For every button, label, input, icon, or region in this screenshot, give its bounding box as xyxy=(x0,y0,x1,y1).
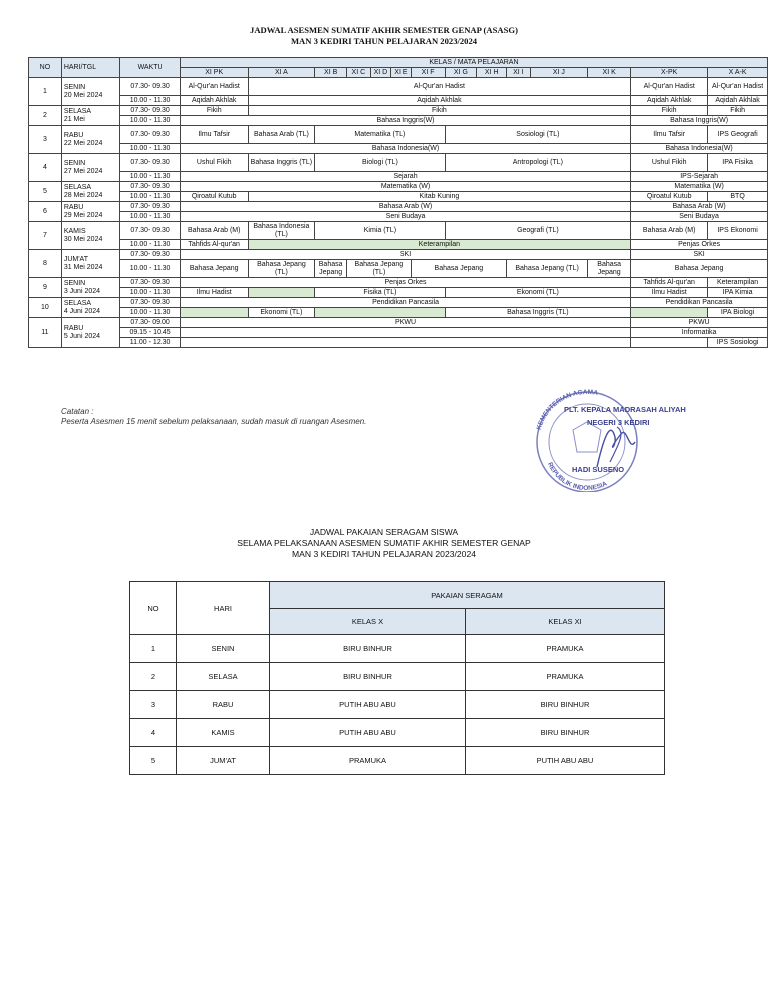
class-header: XI F xyxy=(411,68,445,78)
subject-cell: Penjas Orkes xyxy=(631,240,768,250)
subject-cell: Bahasa Jepang (TL) xyxy=(248,260,315,278)
time-slot: 07.30- 09.30 xyxy=(120,222,181,240)
class-header: XI G xyxy=(445,68,477,78)
col-header-no: NO xyxy=(29,58,62,78)
uniform-header-class-x: KELAS X xyxy=(270,609,466,635)
class-header: XI A xyxy=(248,68,315,78)
subject-cell: Sejarah xyxy=(180,172,630,182)
time-slot: 07.30- 09.30 xyxy=(120,126,181,144)
row-number: 8 xyxy=(29,250,62,278)
uniform-cell: PUTIH ABU ABU xyxy=(270,691,466,719)
subject-cell: Sosiologi (TL) xyxy=(445,126,631,144)
uniform-subtitle-2: MAN 3 KEDIRI TAHUN PELAJARAN 2023/2024 xyxy=(291,549,477,559)
uniform-cell: BIRU BINHUR xyxy=(270,663,466,691)
class-header: XI D xyxy=(370,68,391,78)
subject-cell: Tahfids Al-qur'an xyxy=(180,240,248,250)
subject-cell: Bahasa Jepang xyxy=(315,260,347,278)
subject-cell: Bahasa Jepang (TL) xyxy=(347,260,412,278)
subject-cell: Bahasa Jepang xyxy=(411,260,506,278)
subject-cell: IPS-Sejarah xyxy=(631,172,768,182)
subject-cell: Bahasa Arab (W) xyxy=(631,202,768,212)
signatory-role: PLT. KEPALA MADRASAH ALIYAH xyxy=(564,405,686,414)
subject-cell: IPA Fisika xyxy=(708,154,768,172)
subject-cell: Ushul Fikih xyxy=(631,154,708,172)
subject-cell: Bahasa Jepang xyxy=(588,260,631,278)
subject-cell: PKWU xyxy=(180,318,630,328)
day-date: SELASA 28 Mei 2024 xyxy=(61,182,119,202)
subject-cell: Ilmu Hadist xyxy=(631,288,708,298)
subject-cell: Bahasa Inggris(W) xyxy=(631,116,768,126)
time-slot: 07.30- 09.30 xyxy=(120,278,181,288)
class-header: XI PK xyxy=(180,68,248,78)
table-row xyxy=(130,691,665,719)
exam-schedule-table xyxy=(28,57,768,348)
uniform-cell: PRAMUKA xyxy=(466,635,665,663)
subject-cell: Ushul Fikih xyxy=(180,154,248,172)
table-row xyxy=(130,719,665,747)
uniform-cell: 5 xyxy=(130,747,177,775)
subject-cell: Ilmu Tafsir xyxy=(180,126,248,144)
subject-cell: Fisika (TL) xyxy=(315,288,445,298)
uniform-cell: SENIN xyxy=(177,635,270,663)
subject-cell: Al-Qur'an Hadist xyxy=(631,78,708,96)
subject-cell: Bahasa Indonesia (TL) xyxy=(248,222,315,240)
row-number: 5 xyxy=(29,182,62,202)
uniform-cell: JUM'AT xyxy=(177,747,270,775)
uniform-cell: PUTIH ABU ABU xyxy=(270,719,466,747)
uniform-title: JADWAL PAKAIAN SERAGAM SISWA xyxy=(309,527,459,537)
day-date: RABU 5 Juni 2024 xyxy=(61,318,119,348)
subject-cell: Tahfids Al-qur'an xyxy=(631,278,708,288)
subject-cell: Bahasa Jepang xyxy=(631,260,768,278)
row-number: 11 xyxy=(29,318,62,348)
subject-cell: Pendidikan Pancasila xyxy=(180,298,630,308)
subject-cell: IPS Geografi xyxy=(708,126,768,144)
uniform-header-group: PAKAIAN SERAGAM xyxy=(270,582,665,609)
row-number: 4 xyxy=(29,154,62,182)
empty-cell xyxy=(180,328,630,338)
subject-cell: Pendidikan Pancasila xyxy=(631,298,768,308)
time-slot: 10.00 - 11.30 xyxy=(120,260,181,278)
class-header: XI B xyxy=(315,68,347,78)
time-slot: 10.00 - 11.30 xyxy=(120,212,181,222)
subject-cell: Keterampilan xyxy=(708,278,768,288)
subject-cell: Al-Qur'an Hadist xyxy=(248,78,631,96)
official-stamp xyxy=(525,382,675,492)
col-header-classes: KELAS / MATA PELAJARAN xyxy=(180,58,767,68)
time-slot: 10.00 - 11.30 xyxy=(120,192,181,202)
time-slot: 10.00 - 11.30 xyxy=(120,96,181,106)
subject-cell: Bahasa Jepang xyxy=(180,260,248,278)
row-number: 3 xyxy=(29,126,62,154)
subject-cell: Bahasa Inggris (TL) xyxy=(248,154,315,172)
day-date: RABU 22 Mei 2024 xyxy=(61,126,119,154)
time-slot: 07.30- 09.30 xyxy=(120,298,181,308)
subject-cell: Bahasa Jepang (TL) xyxy=(507,260,588,278)
uniform-cell: PRAMUKA xyxy=(466,663,665,691)
time-slot: 07.30- 09.30 xyxy=(120,202,181,212)
class-header: X-PK xyxy=(631,68,708,78)
time-slot: 10.00 - 11.30 xyxy=(120,240,181,250)
subject-cell: Fikih xyxy=(248,106,631,116)
time-slot: 10.00 - 11.30 xyxy=(120,144,181,154)
signatory-institution: NEGERI 3 KEDIRI xyxy=(587,418,650,427)
subject-cell: Bahasa Inggris(W) xyxy=(180,116,630,126)
subject-cell: Al-Qur'an Hadist xyxy=(180,78,248,96)
uniform-cell: 4 xyxy=(130,719,177,747)
subject-cell: Aqidah Akhlak xyxy=(708,96,768,106)
uniform-header-day: HARI xyxy=(177,582,270,635)
table-row xyxy=(130,663,665,691)
day-date: JUM'AT 31 Mei 2024 xyxy=(61,250,119,278)
subject-cell: Ekonomi (TL) xyxy=(445,288,631,298)
uniform-cell: RABU xyxy=(177,691,270,719)
day-date: SENIN 3 Juni 2024 xyxy=(61,278,119,298)
subject-cell: Ilmu Hadist xyxy=(180,288,248,298)
table-row xyxy=(130,747,665,775)
time-slot: 07.30- 09.30 xyxy=(120,78,181,96)
subject-cell: IPS Sosiologi xyxy=(708,338,768,348)
day-date: SENIN 27 Mei 2024 xyxy=(61,154,119,182)
time-slot: 07.30- 09.30 xyxy=(120,182,181,192)
class-header: XI J xyxy=(530,68,587,78)
subject-cell: Antropologi (TL) xyxy=(445,154,631,172)
subject-cell: Biologi (TL) xyxy=(315,154,445,172)
subject-cell: Informatika xyxy=(631,328,768,338)
day-date: KAMIS 30 Mei 2024 xyxy=(61,222,119,250)
subject-cell: IPA Kimia xyxy=(708,288,768,298)
subject-cell: Bahasa Arab (M) xyxy=(631,222,708,240)
class-header: XI I xyxy=(507,68,531,78)
uniform-cell: PUTIH ABU ABU xyxy=(466,747,665,775)
row-number: 10 xyxy=(29,298,62,318)
subject-cell: Bahasa Indonesia(W) xyxy=(180,144,630,154)
uniform-cell: BIRU BINHUR xyxy=(466,719,665,747)
time-slot: 10.00 - 11.30 xyxy=(120,172,181,182)
empty-cell xyxy=(631,338,708,348)
empty-cell xyxy=(180,338,630,348)
schedule-subtitle: MAN 3 KEDIRI TAHUN PELAJARAN 2023/2024 xyxy=(290,36,478,46)
subject-cell: Kitab Kuning xyxy=(248,192,631,202)
class-header: XI H xyxy=(477,68,507,78)
day-date: SELASA 4 Juni 2024 xyxy=(61,298,119,318)
uniform-cell: 2 xyxy=(130,663,177,691)
time-slot: 07.30- 09.00 xyxy=(120,318,181,328)
uniform-table xyxy=(129,581,665,775)
row-number: 2 xyxy=(29,106,62,126)
subject-cell: Matematika (TL) xyxy=(315,126,445,144)
note xyxy=(61,407,366,427)
subject-cell: Matematika (W) xyxy=(180,182,630,192)
empty-cell xyxy=(248,288,315,298)
uniform-header-class-xi: KELAS XI xyxy=(466,609,665,635)
uniform-cell: SELASA xyxy=(177,663,270,691)
empty-cell xyxy=(180,308,248,318)
col-header-day: HARI/TGL xyxy=(61,58,119,78)
subject-cell: Bahasa Arab (M) xyxy=(180,222,248,240)
schedule-title: JADWAL ASESMEN SUMATIF AKHIR SEMESTER GENAP (ASASG) xyxy=(250,25,518,35)
class-header: X A-K xyxy=(708,68,768,78)
time-slot: 10.00 - 11.30 xyxy=(120,116,181,126)
time-slot: 09.15 - 10.45 xyxy=(120,328,181,338)
subject-cell: SKI xyxy=(631,250,768,260)
subject-cell: Bahasa Inggris (TL) xyxy=(445,308,631,318)
subject-cell: Bahasa Arab (W) xyxy=(180,202,630,212)
uniform-cell: BIRU BINHUR xyxy=(466,691,665,719)
subject-cell: IPS Ekonomi xyxy=(708,222,768,240)
subject-cell: Keterampilan xyxy=(248,240,631,250)
note-label: Catatan : xyxy=(61,407,94,416)
class-header: XI K xyxy=(588,68,631,78)
uniform-cell: PRAMUKA xyxy=(270,747,466,775)
subject-cell: PKWU xyxy=(631,318,768,328)
time-slot: 07.30- 09.30 xyxy=(120,250,181,260)
time-slot: 07.30- 09.30 xyxy=(120,154,181,172)
time-slot: 07.30- 09.30 xyxy=(120,106,181,116)
uniform-cell: 3 xyxy=(130,691,177,719)
subject-cell: Qiroatul Kutub xyxy=(180,192,248,202)
class-header: XI C xyxy=(347,68,371,78)
class-header: XI E xyxy=(391,68,412,78)
subject-cell: Fikih xyxy=(180,106,248,116)
uniform-header-no: NO xyxy=(130,582,177,635)
subject-cell: Qiroatul Kutub xyxy=(631,192,708,202)
row-number: 7 xyxy=(29,222,62,250)
empty-cell xyxy=(631,308,708,318)
day-date: SENIN 20 Mei 2024 xyxy=(61,78,119,106)
row-number: 9 xyxy=(29,278,62,298)
subject-cell: Penjas Orkes xyxy=(180,278,630,288)
signatory-name: HADI SUSENO xyxy=(572,465,625,474)
subject-cell: IPA Biologi xyxy=(708,308,768,318)
row-number: 1 xyxy=(29,78,62,106)
table-row xyxy=(130,635,665,663)
subject-cell: Aqidah Akhlak xyxy=(248,96,631,106)
subject-cell: Aqidah Akhlak xyxy=(631,96,708,106)
day-date: RABU 29 Mei 2024 xyxy=(61,202,119,222)
subject-cell: Matematika (W) xyxy=(631,182,768,192)
subject-cell: BTQ xyxy=(708,192,768,202)
empty-cell xyxy=(315,308,445,318)
subject-cell: Fikih xyxy=(708,106,768,116)
uniform-subtitle: SELAMA PELAKSANAAN ASESMEN SUMATIF AKHIR SEMESTER GENAP xyxy=(237,538,531,548)
subject-cell: Bahasa Indonesia(W) xyxy=(631,144,768,154)
time-slot: 11.00 - 12.30 xyxy=(120,338,181,348)
subject-cell: Kimia (TL) xyxy=(315,222,445,240)
subject-cell: Aqidah Akhlak xyxy=(180,96,248,106)
note-text: Peserta Asesmen 15 menit sebelum pelaksanaan, sudah masuk di ruangan Asesmen. xyxy=(61,417,367,426)
stamp-text-bottom: REPUBLIK INDONESIA xyxy=(546,461,609,492)
subject-cell: Seni Budaya xyxy=(631,212,768,222)
uniform-cell: BIRU BINHUR xyxy=(270,635,466,663)
uniform-cell: 1 xyxy=(130,635,177,663)
subject-cell: Geografi (TL) xyxy=(445,222,631,240)
subject-cell: Ekonomi (TL) xyxy=(248,308,315,318)
time-slot: 10.00 - 11.30 xyxy=(120,288,181,298)
stamp-text-top: KEMENTERIAN AGAMA xyxy=(535,388,599,431)
uniform-cell: KAMIS xyxy=(177,719,270,747)
row-number: 6 xyxy=(29,202,62,222)
col-header-time: WAKTU xyxy=(120,58,181,78)
subject-cell: Ilmu Tafsir xyxy=(631,126,708,144)
subject-cell: Fikih xyxy=(631,106,708,116)
subject-cell: SKI xyxy=(180,250,630,260)
subject-cell: Seni Budaya xyxy=(180,212,630,222)
day-date: SELASA 21 Mei xyxy=(61,106,119,126)
subject-cell: Al-Qur'an Hadist xyxy=(708,78,768,96)
time-slot: 10.00 - 11.30 xyxy=(120,308,181,318)
subject-cell: Bahasa Arab (TL) xyxy=(248,126,315,144)
